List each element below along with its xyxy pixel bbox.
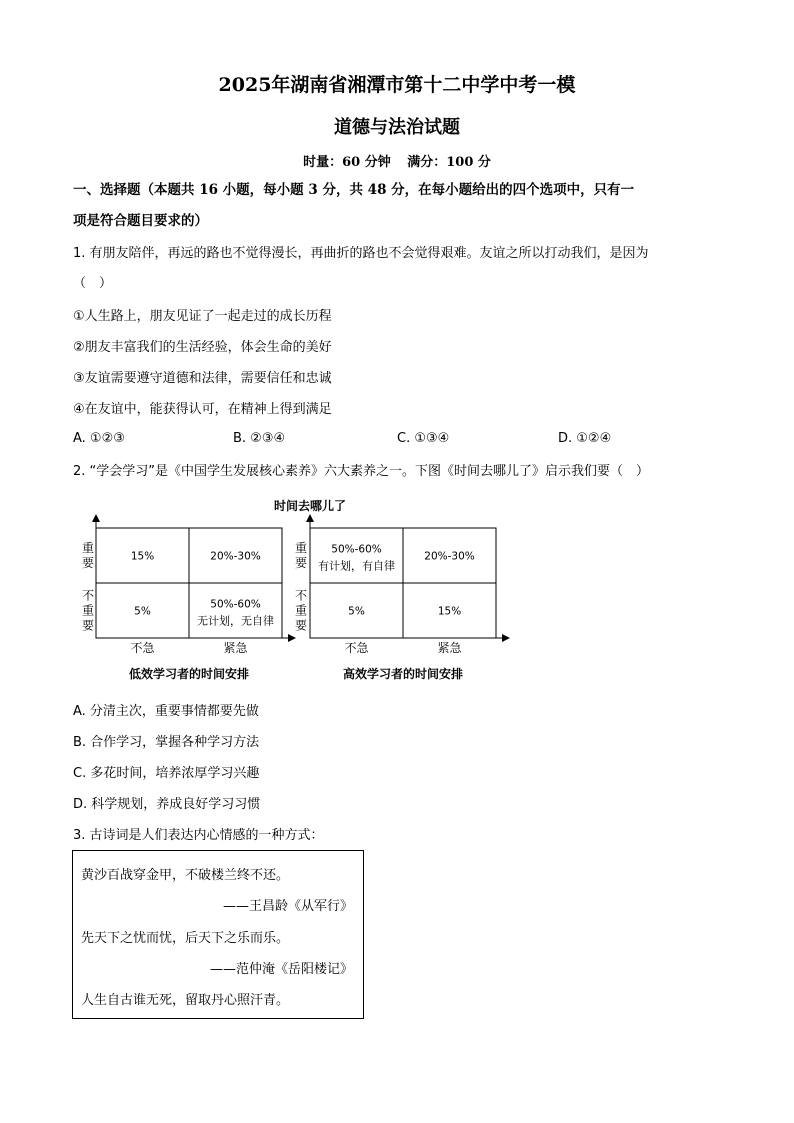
q1-statement: ②朋友丰富我们的生活经验，体会生命的美好 — [73, 340, 332, 355]
exam-title: 2025年湖南省湘潭市第十二中学中考一模 — [218, 74, 576, 96]
matrix-caption: 低效学习者的时间安排 — [128, 667, 250, 681]
cell-value: 20%-30% — [210, 550, 261, 563]
matrix-cell — [96, 528, 189, 583]
poem-line: 黄沙百战穿金甲，不破楼兰终不还。 — [81, 868, 290, 883]
row-label: 不 — [294, 588, 308, 603]
col-label: 紧急 — [223, 641, 248, 655]
poem-line: 先天下之忧而忧，后天下之乐而乐。 — [81, 931, 290, 946]
cell-value: 50%-60% — [210, 598, 261, 611]
row-label: 重 — [294, 603, 308, 618]
poem-source: ——王昌龄《从军行》 — [222, 899, 353, 914]
q1-stem-line1: 1. 有朋友陪伴，再远的路也不觉得漫长，再曲折的路也不会觉得艰难。友谊之所以打动我们，是因为 — [73, 246, 649, 261]
q1-option-c[interactable]: C. ①③④ — [397, 431, 450, 446]
q1-statement: ①人生路上，朋友见证了一起走过的成长历程 — [73, 309, 332, 324]
q1-statement: ④在友谊中，能获得认可，在精神上得到满足 — [73, 402, 332, 417]
cell-value: 50%-60% — [331, 543, 382, 556]
matrix-1 — [82, 516, 294, 681]
q2-option-d[interactable]: D. 科学规划，养成良好学习习惯 — [73, 797, 261, 812]
matrix-cell — [310, 583, 403, 638]
col-label: 不急 — [344, 641, 369, 655]
cell-note: 有计划，有自律 — [318, 559, 395, 573]
q3-stem: 3. 古诗词是人们表达内心情感的一种方式： — [73, 828, 324, 843]
chart-title: 时间去哪儿了 — [273, 499, 346, 513]
q1-option-b[interactable]: B. ②③④ — [233, 431, 286, 446]
cell-value: 5% — [134, 605, 151, 618]
section-heading-line2: 项是符合题目要求的） — [73, 213, 208, 229]
col-label: 紧急 — [437, 641, 462, 655]
poem-line: 人生自古谁无死，留取丹心照汗青。 — [81, 993, 290, 1008]
row-label: 要 — [81, 556, 95, 570]
row-label: 要 — [294, 618, 308, 633]
cell-value: 5% — [348, 605, 365, 618]
q1-option-a[interactable]: A. ①②③ — [73, 431, 125, 446]
row-label: 重 — [81, 541, 95, 555]
row-label: 重 — [294, 541, 308, 555]
exam-meta — [0, 151, 794, 170]
q2-stem: 2. “学会学习”是《中国学生发展核心素养》六大素养之一。下图《时间去哪儿了》启示我们要（ ） — [73, 464, 650, 479]
matrix-cell — [310, 528, 403, 583]
poem-box — [72, 850, 364, 1019]
q2-option-c[interactable]: C. 多花时间，培养浓厚学习兴趣 — [73, 766, 260, 781]
section-heading-line1: 一、选择题（本题共 16 小题，每小题 3 分，共 48 分，在每小题给出的四个选项中，只有一 — [73, 182, 635, 198]
q1-statement: ③友谊需要遵守道德和法律，需要信任和忠诚 — [73, 371, 332, 386]
matrix-2 — [295, 516, 508, 681]
matrix-caption: 高效学习者的时间安排 — [342, 667, 464, 681]
q2-option-b[interactable]: B. 合作学习，掌握各种学习方法 — [73, 735, 260, 750]
matrix-cell — [96, 583, 189, 638]
col-label: 不急 — [130, 641, 155, 655]
matrix-cell — [189, 583, 282, 638]
matrix-cell — [189, 528, 282, 583]
row-label: 要 — [81, 618, 95, 633]
row-label: 要 — [294, 556, 308, 570]
cell-note: 无计划，无自律 — [197, 614, 274, 628]
row-label: 重 — [81, 603, 95, 618]
exam-subject: 道德与法治试题 — [334, 117, 460, 138]
matrix-cell — [403, 583, 496, 638]
matrix-cell — [403, 528, 496, 583]
q2-option-a[interactable]: A. 分清主次，重要事情都要先做 — [73, 704, 259, 719]
score-label: 满分：100 分 — [407, 155, 491, 170]
q1-option-d[interactable]: D. ①②④ — [558, 431, 612, 446]
row-label: 不 — [81, 588, 95, 603]
section-heading — [73, 175, 733, 237]
cell-value: 15% — [437, 605, 462, 618]
time-label: 时量：60 分钟 — [303, 155, 391, 170]
q1-stem-line2: （ ） — [73, 276, 113, 291]
cell-value: 20%-30% — [424, 550, 475, 563]
poem-source: ——范仲淹《岳阳楼记》 — [209, 962, 353, 977]
cell-value: 15% — [130, 550, 155, 563]
